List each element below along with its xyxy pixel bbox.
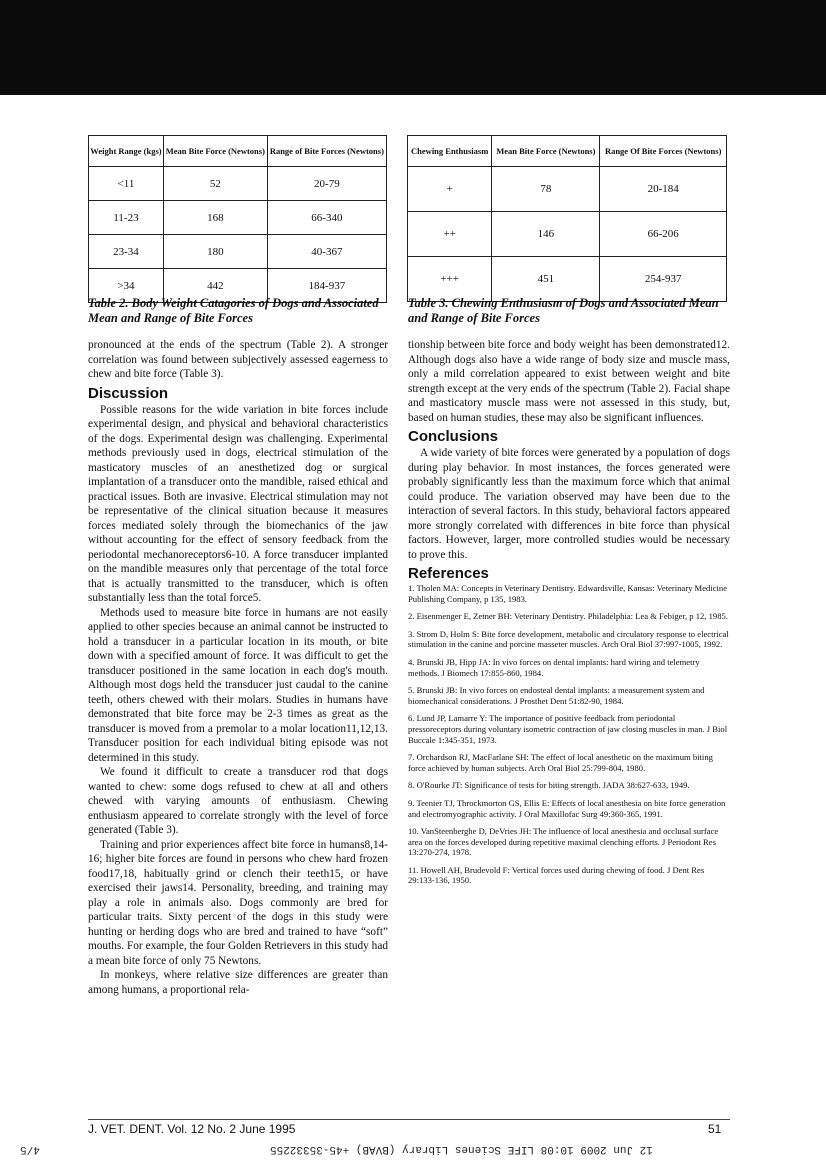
table-row [89,167,387,201]
table-cell: +++ [408,257,492,302]
reference-item: 6. Lund JP, Lamarre Y: The importance of positive feedback from periodontal pressoreceptors during voluntary isometric contraction of jaw closing muscles in man. J Biol Buccale 1:345-351, 1973. [408,713,728,745]
table-cell: 442 [163,269,267,303]
table-cell: 66-206 [600,212,727,257]
paragraph: A wide variety of bite forces were generated by a population of dogs during play behavior. In most instances, the forces generated were probably significantly less than the maximum force which that animal could produce. The variation observed may have been due to the interaction of several factors. In this study, behavioral factors appeared more strongly correlated with differences in bite force than physical factors. However, larger, more controlled studies would be necessary to prove this. [408,447,730,561]
table-cell: 180 [163,235,267,269]
column-header: Weight Range (kgs) [89,136,164,167]
column-header: Chewing Enthusiasm [408,136,492,167]
reference-item: 10. VanSteenberghe D, DeVries JH: The influence of local anesthesia and occlusal surface area on the forces developed during repetitive maximal clenching efforts. J Periodont Res 13:270-274, 1978. [408,826,719,858]
reference-item: 2. Eisenmenger E, Zetner BH: Veterinary Dentistry. Philadelphia: Lea & Febiger, p 12, 1985. [408,611,728,622]
paragraph: pronounced at the ends of the spectrum (Table 2). A stronger correlation was found between subjectively assessed eagerness to chew and bite force (Table 3). [88,339,388,380]
column-header: Mean Bite Force (Newtons) [492,136,600,167]
column-header: Range of Bite Forces (Newtons) [267,136,386,167]
table-row [408,257,727,302]
table-header-row [89,136,387,167]
table-cell: >34 [89,269,164,303]
table-header-row [408,136,727,167]
table-cell: 146 [492,212,600,257]
reference-item: 5. Brunski JB: In vivo forces on endosteal dental implants: a measurement system and biomechanical considerations. J Prosthet Dent 51:82-90, 1984. [408,685,705,706]
table-cell: 40-367 [267,235,386,269]
table-cell: 20-79 [267,167,386,201]
reference-item: 4. Brunski JB, Hipp JA: In vivo forces on dental implants: hard wiring and telemetry methods. J Biomech 17:855-860, 1984. [408,656,700,678]
paragraph: Methods used to measure bite force in humans are not easily applied to other species because an animal cannot be instructed to hold a transducer in a particular location in its mouth, or bite down with a specified amount of force. It was difficult to get the transducer positioned in the same location in each dog's mouth. Although most dogs held the transducer just caudal to the canine teeth, others chewed with their molars. Studies in humans have demonstrated that bite force may be 2-3 times as great as the transducer is moved from a premolar to a molar location11,12,13. Transducer position for each individual biting episode was not determined in this study. [88,606,388,764]
table-row [89,201,387,235]
column-header: Mean Bite Force (Newtons) [163,136,267,167]
section-heading-references: References [408,565,489,582]
table-cell: + [408,167,492,212]
fax-page-count: 4/5 [20,1143,40,1155]
page-number: 51 [708,1122,722,1136]
table-row [89,235,387,269]
table-chewing-enthusiasm [407,135,727,302]
table-3-caption: Table 3. Chewing Enthusiasm of Dogs and Associated Mean and Range of Bite Forces [408,296,719,325]
table-cell: 20-184 [600,167,727,212]
journal-citation: J. VET. DENT. Vol. 12 No. 2 June 1995 [88,1122,296,1136]
table-cell: 254-937 [600,257,727,302]
right-column [408,338,730,893]
reference-item: 9. Teenier TJ, Throckmorton GS, Ellis E: Effects of local anesthesia on bite force generation and electromyographic activity. J Oral Maxillofac Surg 49:360-365, 1991. [408,797,726,819]
reference-list [408,583,730,886]
left-column [88,338,388,997]
table-body-weight [88,135,387,303]
table-cell: 11-23 [89,201,164,235]
fax-transmission-info: 12 Jun 2009 10:08 LIFE Scienes Library (BVAB) +45-35332255 [270,1143,653,1155]
table-cell: ++ [408,212,492,257]
fax-header-line [0,1143,826,1157]
paragraph: tionship between bite force and body weight has been demonstrated12. Although dogs also have a wide range of body size and muscle mass, only a mild correlation appeared to exist between weight and bite strength except at the very ends of the spectrum (Table 2). Facial shape and masticatory muscle mass were not assessed in this study, but, based on human studies, these may also be significant influences. [408,339,730,424]
table-cell: 451 [492,257,600,302]
table-cell: 52 [163,167,267,201]
reference-item: 11. Howell AH, Brudevold F: Vertical forces used during chewing of food. J Dent Res 29:133-136, 1950. [408,864,705,886]
table-cell: 78 [492,167,600,212]
paragraph: Possible reasons for the wide variation in bite forces include experimental design, and physical and behavioral characteristics of the dogs. Experimental design was challenging. Experimental methods previously used in dogs, electrical stimulation of the masticatory muscles of an anesthetized dog or surgical implantation of a transducer onto the mandible, raised ethical and practical issues. Both are invasive. Electrical stimulation may not be representative of the clinical situation because it measures forces mediated solely through the biomechanics of the jaw without accounting for the effect of sensory feedback from the periodontal mechanoreceptors6-10. A force transducer implanted on the mandible measures only that percentage of the total force that is actually transmitted to the transducer, which is often substantially less than the total force5. [88,403,388,604]
table-row [408,212,727,257]
section-heading-discussion: Discussion [88,384,169,402]
table-cell: 66-340 [267,201,386,235]
table-cell: 23-34 [89,235,164,269]
footer-divider [88,1119,730,1120]
paragraph: We found it difficult to create a transducer rod that dogs wanted to chew: some dogs refused to chew at all and others chewed with varying amounts of enthusiasm. Chewing enthusiasm appeared to correlate strongly with the level of force generated (Table 3). [88,766,388,836]
paragraph: In monkeys, where relative size differences are greater than among humans, a proportional rela- [88,969,388,996]
section-heading-conclusions: Conclusions [408,428,499,445]
table-2-caption: Table 2. Body Weight Catagories of Dogs and Associated Mean and Range of Bite Forces [88,296,379,325]
paragraph: Training and prior experiences affect bite force in humans8,14-16; higher bite forces are found in persons who chew hard frozen food17,18, habitually grind or clench their teeth15, or have exercised their jaws14. Personality, breeding, and training may play a role in animals also. Dogs commonly are bred for particular traits. Sixty percent of the dogs in this study were hunting or herding dogs who are bred and trained to have “soft” mouths. For example, the four Golden Retrievers in this study had a mean bite force of only 75 Newtons. [88,838,388,967]
reference-item: 3. Strom D, Holm S: Bite force development, metabolic and circulatory response to electrical stimulation in the canine and porcine masseter muscles. Arch Oral Biol 37:997-1005, 1992. [408,628,729,650]
table-row [408,167,727,212]
reference-item: 8. O'Rourke JT: Significance of tests for biting strength. JADA 38:627-633, 1949. [408,780,690,791]
scan-header-bar [0,0,826,95]
column-header: Range Of Bite Forces (Newtons) [600,136,727,167]
reference-item: 1. Tholen MA: Concepts in Veterinary Dentistry. Edwardsville, Kansas: Veterinary Medicine Publishing Company, p 135, 1983. [408,583,728,604]
table-cell: 184-937 [267,269,386,303]
reference-item: 7. Orchardson RJ, MacFarlane SH: The effect of local anesthetic on the maximum biting force achieved by human subjects. Arch Oral Biol 25:799-804, 1980. [408,752,713,773]
table-cell: 168 [163,201,267,235]
table-cell: <11 [89,167,164,201]
